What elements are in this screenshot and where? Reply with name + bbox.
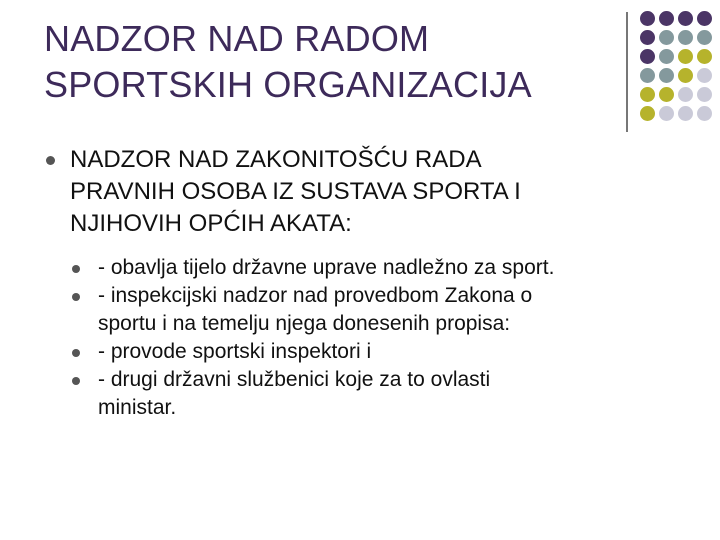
slide-title [44, 16, 604, 108]
decorative-dot [640, 11, 655, 26]
bullet-item [46, 144, 696, 240]
decorative-dot [678, 49, 693, 64]
sub-bullet-item [72, 338, 696, 366]
bullet-dot-icon [72, 349, 80, 357]
sub-bullet-line: - inspekcijski nadzor nad provedbom Zakona o [98, 284, 533, 307]
decorative-dot [640, 106, 655, 121]
decorative-dot [659, 106, 674, 121]
bullet-line: NJIHOVIH OPĆIH AKATA: [70, 210, 352, 237]
decorative-dot [678, 87, 693, 102]
decorative-dot [697, 30, 712, 45]
bullet-line: NADZOR NAD ZAKONITOŠĆU RADA [70, 146, 482, 173]
sub-bullet-line: sportu i na temelju njega donesenih propisa: [98, 312, 511, 335]
sub-bullet-line: - obavlja tijelo državne uprave nadležno za sport. [98, 256, 555, 279]
decorative-dot [697, 87, 712, 102]
decorative-dot [697, 11, 712, 26]
decorative-dot-grid [640, 11, 718, 113]
bullet-dot-icon [72, 293, 80, 301]
slide-body [46, 144, 696, 422]
sub-bullet-line: - drugi državni službenici koje za to ovlasti [98, 368, 491, 391]
decorative-dot [678, 11, 693, 26]
sub-bullet-item [72, 254, 696, 282]
sub-bullet-list [72, 254, 696, 422]
decorative-dot [678, 106, 693, 121]
decorative-dot [697, 68, 712, 83]
decorative-dot [697, 106, 712, 121]
sub-bullet-line: - provode sportski inspektori i [98, 340, 372, 363]
decorative-dot [640, 30, 655, 45]
title-line: SPORTSKIH ORGANIZACIJA [44, 64, 532, 105]
divider-line [626, 12, 628, 132]
decorative-dot [659, 11, 674, 26]
title-line: NADZOR NAD RADOM [44, 18, 430, 59]
decorative-dot [659, 87, 674, 102]
decorative-dot [640, 87, 655, 102]
sub-bullet-line: ministar. [98, 396, 177, 419]
decorative-dot [659, 30, 674, 45]
bullet-dot-icon [72, 265, 80, 273]
sub-bullet-item [72, 282, 696, 338]
decorative-dot [640, 68, 655, 83]
decorative-dot [659, 49, 674, 64]
bullet-dot-icon [46, 156, 55, 165]
bullet-line: PRAVNIH OSOBA IZ SUSTAVA SPORTA I [70, 178, 521, 205]
decorative-dot [659, 68, 674, 83]
decorative-dot [678, 68, 693, 83]
decorative-dot [678, 30, 693, 45]
decorative-dot [640, 49, 655, 64]
decorative-dot [697, 49, 712, 64]
sub-bullet-item [72, 366, 696, 422]
bullet-dot-icon [72, 377, 80, 385]
